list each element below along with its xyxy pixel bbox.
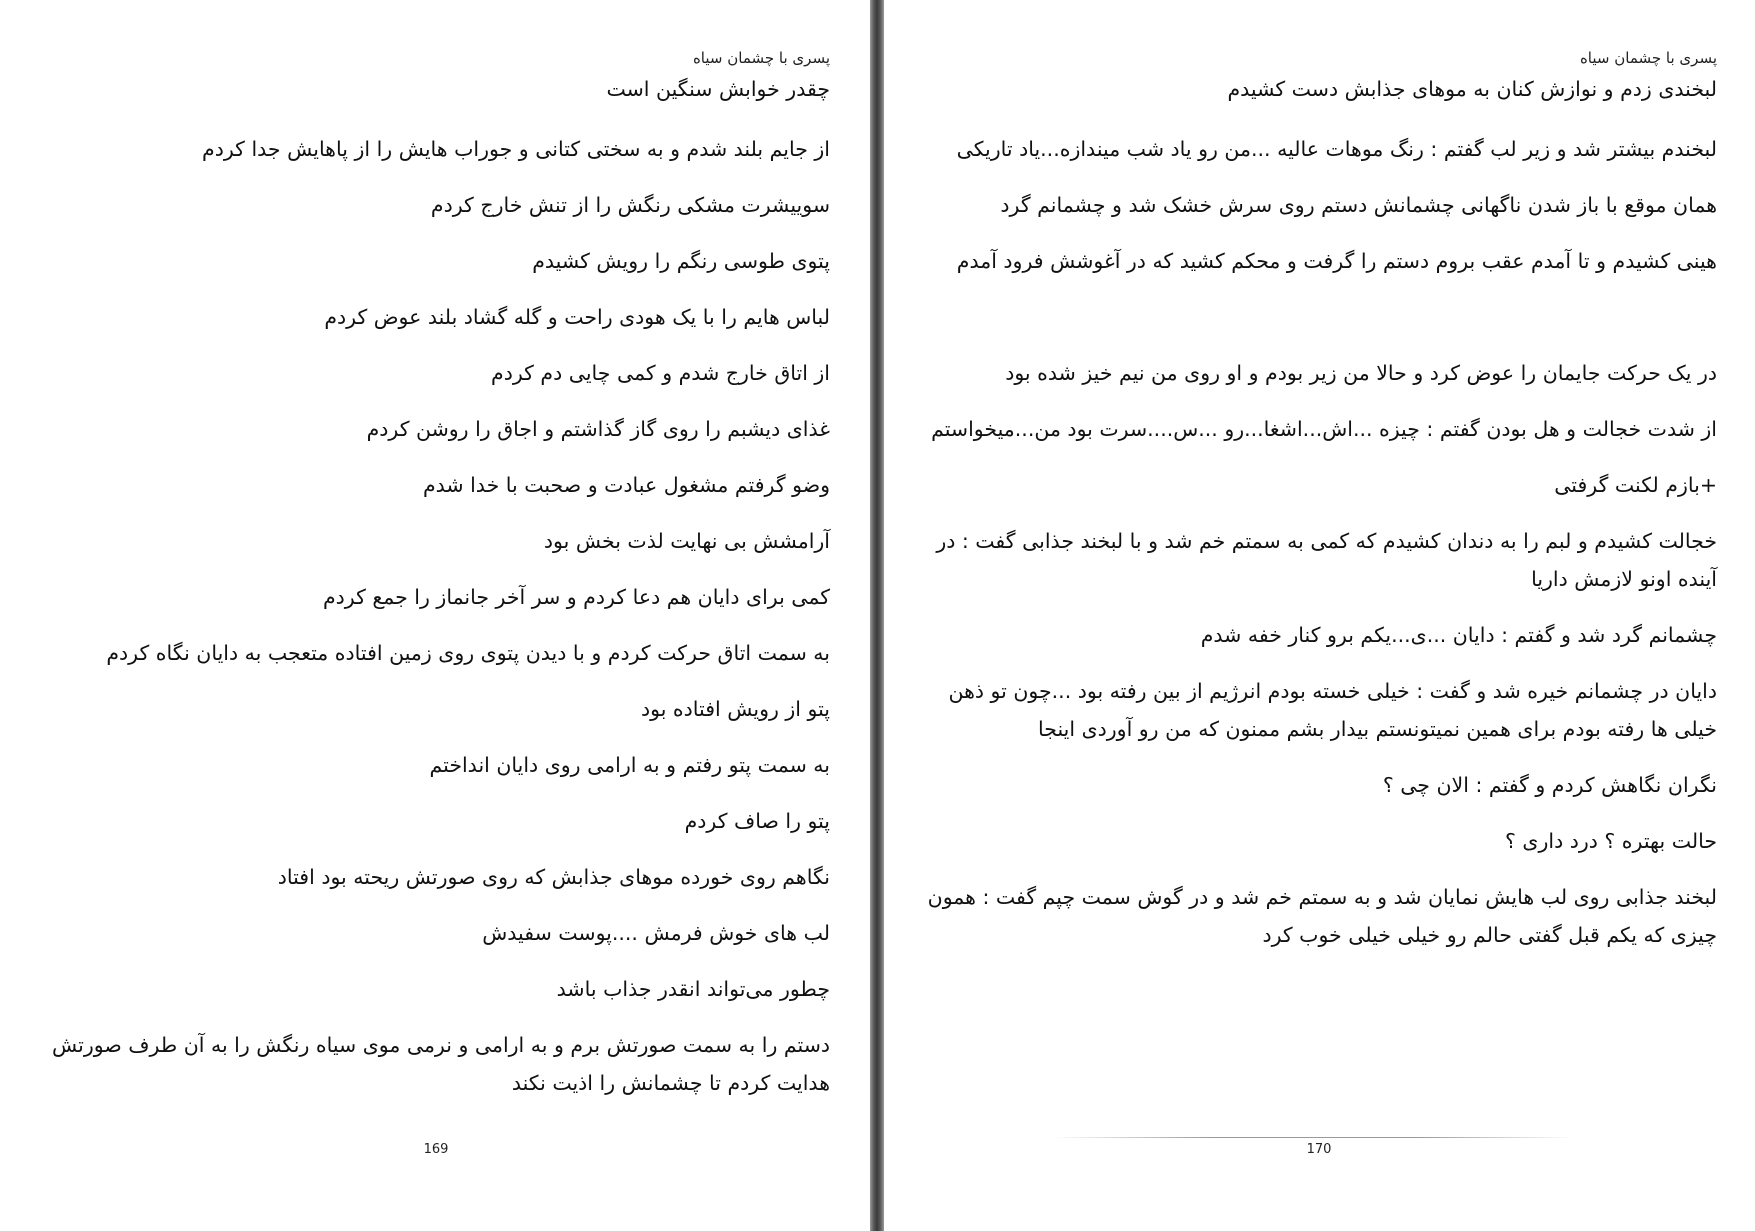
paragraph: لباس هایم را با یک هودی راحت و گله گشاد بلند عوض کردم <box>324 305 830 329</box>
paragraph: پتوی طوسی رنگم را رویش کشیدم <box>532 249 830 273</box>
page-169 <box>0 0 870 1231</box>
paragraph: وضو گرفتم مشغول عبادت و صحبت با خدا شدم <box>422 473 830 497</box>
paragraph: لبخندی زدم و نوازش کنان به موهای جذابش دست کشیدم <box>1227 77 1717 101</box>
paragraph: خجالت کشیدم و لبم را به دندان کشیدم که کمی به سمتم خم شد و با لبخند جذابی گفت : در آینده اونو لازمش داریا <box>936 529 1717 591</box>
paragraph: به سمت اتاق حرکت کردم و با دیدن پتوی روی زمین افتاده متعجب به دایان نگاه کردم <box>106 641 830 665</box>
paragraph: در یک حرکت جایمان را عوض کرد و حالا من زیر بودم و او روی من نیم خیز شده بود <box>1005 361 1717 385</box>
page-170-content <box>927 46 1717 972</box>
paragraph: کمی برای دایان هم دعا کردم و سر آخر جانماز را جمع کردم <box>322 585 830 609</box>
page-170 <box>884 0 1755 1231</box>
paragraph: دایان در چشمانم خیره شد و گفت : خیلی خسته بودم انرژیم از بین رفته بود ...چون تو ذهن خیلی ها رفته بودم برای همین نمیتونستم بیدار بشم ممنون که من رو آوردی اینجا <box>948 679 1717 741</box>
paragraph: دستم را به سمت صورتش برم و به ارامی و نرمی موی سیاه رنگش را به آن طرف صورتش هدایت کردم تا چشمانش را اذیت نکند <box>52 1033 830 1095</box>
paragraph: سوییشرت مشکی رنگش را از تنش خارج کردم <box>430 193 830 217</box>
paragraph: +بازم لکنت گرفتی <box>1554 473 1717 497</box>
paragraph: همان موقع با باز شدن ناگهانی چشمانش دستم روی سرش خشک شد و چشمانم گرد <box>1000 193 1717 217</box>
paragraph: از جایم بلند شدم و به سختی کتانی و جوراب هایش را از پاهایش جدا کردم <box>202 137 830 161</box>
book-gutter <box>870 0 884 1231</box>
paragraph: از اتاق خارج شدم و کمی چایی دم کردم <box>491 361 830 385</box>
page-number: 169 <box>423 1142 449 1157</box>
paragraph: از شدت خجالت و هل بودن گفتم : چیزه ...اش...اشغا...رو ...س....سرت بود من...میخواستم <box>931 417 1717 441</box>
running-head: پسری با چشمان سیاه <box>1579 49 1717 67</box>
paragraph: هینی کشیدم و تا آمدم عقب بروم دستم را گرفت و محکم کشید که در آغوشش فرود آمدم <box>956 249 1717 273</box>
paragraph: نگاهم روی خورده موهای جذابش که روی صورتش ریحته بود افتاد <box>277 865 830 889</box>
paragraph: نگران نگاهش کردم و گفتم : الان چی ؟ <box>1382 773 1717 797</box>
page-number: 170 <box>1306 1142 1332 1157</box>
paragraph: چشمانم گرد شد و گفتم : دایان ...ی...یکم برو کنار خفه شدم <box>1200 623 1717 647</box>
paragraph: آرامشش بی نهایت لذت بخش بود <box>543 529 830 553</box>
paragraph: لب های خوش فرمش ....پوست سفیدش <box>482 921 830 945</box>
paragraph: چطور می‌تواند انقدر جذاب باشد <box>556 977 830 1001</box>
running-head: پسری با چشمان سیاه <box>692 49 830 67</box>
scene-break <box>927 298 1717 354</box>
paragraph: لبخندم بیشتر شد و زیر لب گفتم : رنگ موهات عالیه ...من رو یاد شب میندازه...یاد تاریکی <box>956 137 1717 161</box>
paragraph: غذای دیشبم را روی گاز گذاشتم و اجاق را روشن کردم <box>366 417 830 441</box>
paragraph: لبخند جذابی روی لب هایش نمایان شد و به سمتم خم شد و در گوش سمت چپم گفت : همون چیزی که یکم قبل گفتی حالم رو خیلی خیلی خوب کرد <box>927 885 1717 947</box>
paragraph: پتو از رویش افتاده بود <box>640 697 830 721</box>
page-169-content <box>30 46 830 1120</box>
paragraph: حالت بهتره ؟ درد داری ؟ <box>1505 829 1717 853</box>
paragraph: چقدر خوابش سنگین است <box>606 77 830 101</box>
paragraph: پتو را صاف کردم <box>684 809 830 833</box>
footer-rule <box>1054 1137 1574 1138</box>
paragraph: به سمت پتو رفتم و به ارامی روی دایان انداختم <box>429 753 830 777</box>
